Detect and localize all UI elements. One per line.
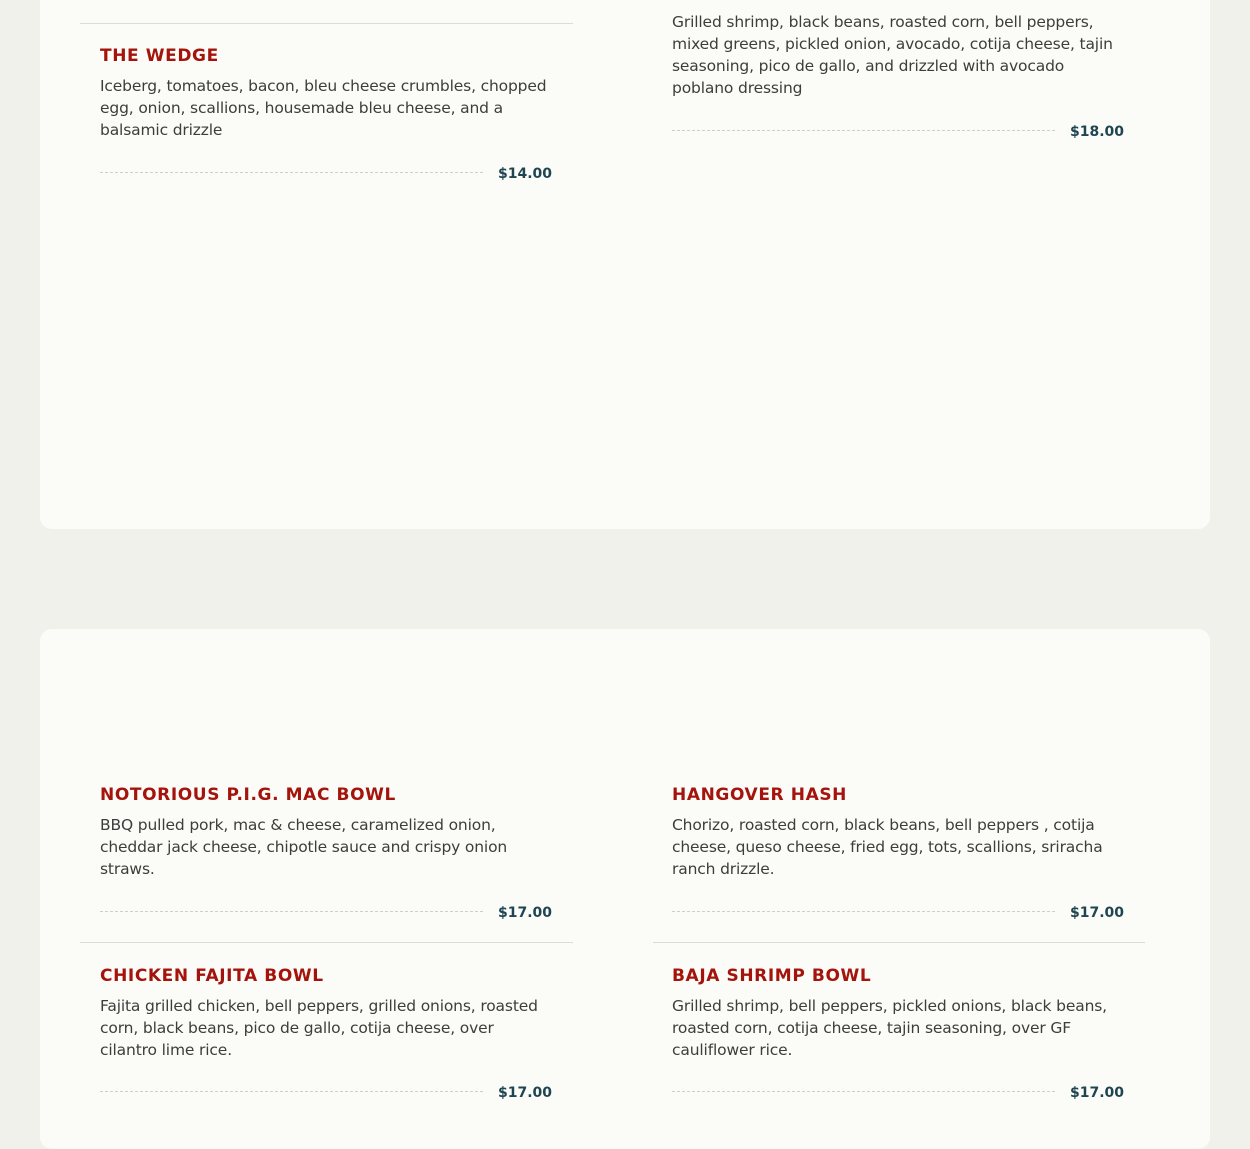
item-description: Grilled shrimp, black beans, roasted corn, bell peppers, mixed greens, pickled onion, avocado, cotija cheese, tajin seasoning, pico de gallo, and drizzled with avocado poblano dressing — [672, 13, 1113, 97]
item-price: $17.00 — [497, 905, 552, 921]
item-name: BAJA SHRIMP BOWL — [672, 966, 872, 986]
item-name: NOTORIOUS P.I.G. MAC BOWL — [100, 785, 396, 805]
item-description: Iceberg, tomatoes, bacon, bleu cheese crumbles, chopped egg, onion, scallions, housemade bleu cheese, and a balsamic drizzle — [100, 77, 547, 139]
price-leader-line — [100, 172, 483, 173]
item-divider — [80, 23, 573, 24]
item-price: $17.00 — [1069, 1085, 1124, 1101]
item-description: Fajita grilled chicken, bell peppers, grilled onions, roasted corn, black beans, pico de gallo, cotija cheese, over cilantro lime rice. — [100, 997, 538, 1059]
item-price: $17.00 — [1069, 905, 1124, 921]
item-divider — [653, 942, 1145, 943]
price-leader-line — [100, 1091, 483, 1092]
item-name: CHICKEN FAJITA BOWL — [100, 966, 324, 986]
item-price: $18.00 — [1069, 124, 1124, 140]
item-price: $17.00 — [497, 1085, 552, 1101]
item-description: Grilled shrimp, bell peppers, pickled onions, black beans, roasted corn, cotija cheese, tajin seasoning, over GF cauliflower rice. — [672, 997, 1107, 1059]
price-leader-line — [672, 1091, 1055, 1092]
item-name: HANGOVER HASH — [672, 785, 847, 805]
item-price: $14.00 — [497, 166, 552, 182]
bowls-section — [40, 629, 1210, 1149]
price-leader-line — [672, 911, 1055, 912]
item-description: BBQ pulled pork, mac & cheese, caramelized onion, cheddar jack cheese, chipotle sauce and crispy onion straws. — [100, 816, 508, 878]
item-divider — [80, 942, 573, 943]
price-leader-line — [100, 911, 483, 912]
item-name: THE WEDGE — [100, 46, 219, 66]
item-description: Chorizo, roasted corn, black beans, bell peppers , cotija cheese, queso cheese, fried egg, tots, scallions, sriracha ranch drizzle. — [672, 816, 1103, 878]
price-leader-line — [672, 130, 1055, 131]
